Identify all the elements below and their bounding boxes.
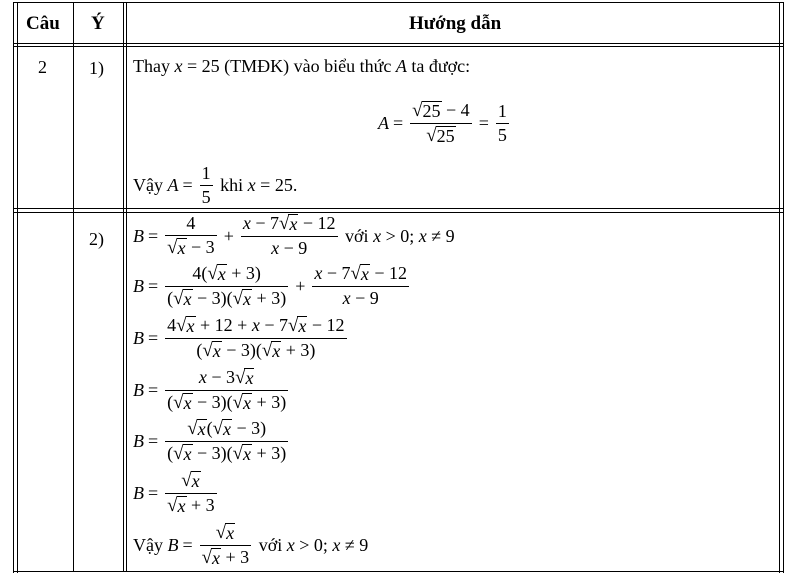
row2-step-2: B = 4( √ x + 3) ( √ x − 3)( √ x + 3) + x − 7 √ x − 12 x − 9: [133, 262, 408, 309]
row2-step-3: B = 4 √ x + 12 + x − 7 √ x − 12 ( √ x − 3)( √ x + 3): [133, 314, 345, 361]
column-divider-cau: [73, 2, 74, 572]
row1-equation-A: A = √ 25 − 4 √ 25 = $\frac{1}{5}$: [378, 99, 507, 146]
table-border-top: [13, 2, 784, 3]
table-border-bottom: [13, 571, 784, 572]
row1-intro-line: Thay x = 25 (TMĐK) vào biểu thức A ta được:: [133, 56, 471, 76]
table-border-left-inner: [17, 2, 18, 573]
header-huong-dan: Hướng dẫn: [409, 13, 502, 34]
header-y: Ý: [91, 13, 105, 34]
row-divider-1: [13, 208, 784, 209]
row2-step-1: B = 4 √ x − 3 + x − 7 √ x − 12 x − 9 với x > 0; x ≠ 9: [133, 213, 455, 258]
column-divider-y-2: [126, 2, 127, 572]
row1-y: 1): [89, 58, 104, 78]
row2-y: 2): [89, 229, 104, 249]
header-cau: Câu: [26, 13, 60, 34]
row2-conclusion: Vậy B = √ x √ x + 3 với x > 0; x ≠ 9: [133, 521, 369, 568]
header-divider-1: [13, 43, 784, 44]
table-border-right-outer: [783, 2, 784, 573]
row1-cau: 2: [38, 57, 47, 77]
header-divider-2: [13, 46, 784, 47]
row2-step-4: B = x − 3 √ x ( √ x − 3)( √ x + 3): [133, 366, 287, 413]
column-divider-y-1: [123, 2, 124, 572]
row2-step-6: B = √ x √ x + 3: [133, 469, 215, 516]
row2-step-5: B = √ x ( √ x − 3) ( √ x − 3)( √ x + 3): [133, 417, 287, 464]
row1-conclusion: Vậy A = $\frac{1}{5}$ khi x = 25.: [133, 162, 298, 207]
table-border-right-inner: [779, 2, 780, 573]
table-border-left-outer: [13, 2, 14, 573]
